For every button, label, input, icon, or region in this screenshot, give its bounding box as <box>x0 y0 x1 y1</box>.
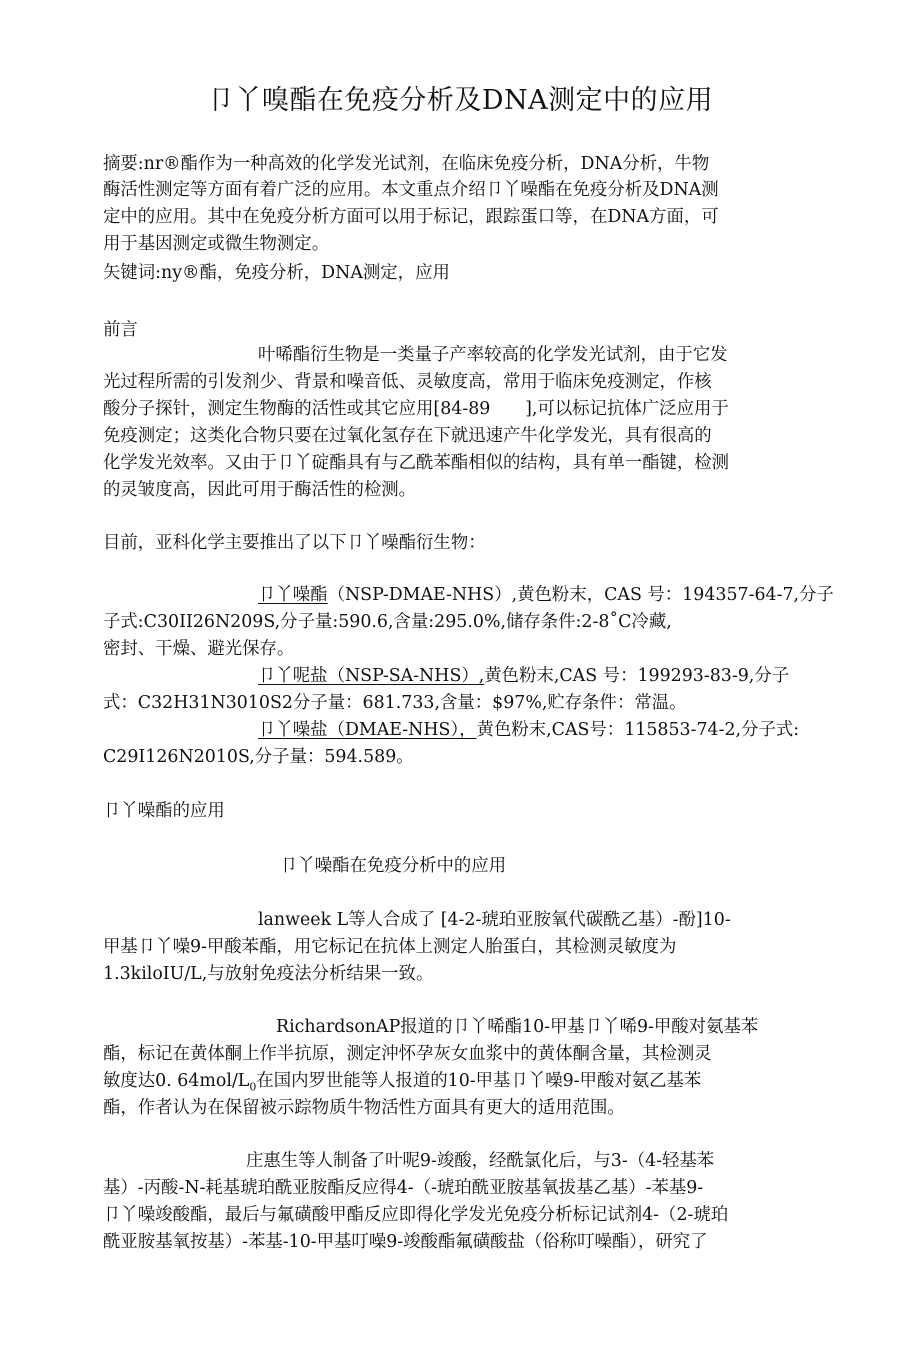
product-detail: 黄色粉末,CAS号：115853-74-2,分子式: <box>476 720 800 740</box>
preface-line: 化学发光效率。又由于卩丫碇酯具有与乙酰苯酯相似的结构，具有单一酯键，检测 <box>103 453 730 473</box>
document-title: 卩丫嗅酯在免疫分析及DNA测定中的应用 <box>206 85 714 116</box>
abstract-line: 摘要:nr®酯作为一种高效的化学发光试剂，在临床免疫分析，DNA分析，牛物 <box>103 154 710 174</box>
applications-heading: 卩丫噪酯的应用 <box>103 801 225 821</box>
paragraph-line: 甲基卩丫噪9-甲酸苯酯，用它标记在抗体上测定人胎蛋白，其检测灵敏度为 <box>103 937 677 957</box>
product-line <box>258 717 799 743</box>
preface-line: 光过程所需的引发剂少、背景和噪音低、灵敏度高，常用于临床免疫测定，作核 <box>103 372 712 392</box>
preface-heading: 前言 <box>103 320 138 340</box>
immuno-heading: 卩丫噪酯在免疫分析中的应用 <box>280 856 507 876</box>
intro-line: 目前，亚科化学主要推出了以下卩丫噪酯衍生物： <box>103 533 486 553</box>
product-name: 卩丫噪盐（DMAE-NHS）， <box>258 720 477 740</box>
abstract-line: 用于基因测定或微生物测定。 <box>103 234 330 254</box>
product-line: 密封、干燥、避光保存。 <box>103 639 295 659</box>
paragraph-line: 卩丫噪竣酸酯，最后与氟磺酸甲酯反应即得化学发光免疫分析标记试剂4-（2-琥珀 <box>103 1205 729 1225</box>
paragraph-line: RichardsonAP报道的卩丫唏酯10-甲基卩丫唏9-甲酸对氨基苯 <box>276 1017 759 1037</box>
paragraph-line: lanweek L等人合成了 [4-2-琥珀亚胺氧代碳酰乙基）-酚]10- <box>258 910 731 930</box>
product-line <box>258 663 789 689</box>
product-line: 子式:C30II26N209S,分子量:590.6,含量:295.0%,储存条件:2-8˚C冷藏, <box>103 612 672 632</box>
paragraph-line: 基）-丙酸-N-耗基琥珀酰亚胺酯反应得4-（-琥珀酰亚胺基氧拔基乙基）-苯基9- <box>103 1178 704 1198</box>
paragraph-text: 在国内罗世能等人报道的10-甲基卩丫噪9-甲酸对氨乙基苯 <box>256 1071 702 1091</box>
abstract-line: 酶活性测定等方面有着广泛的应用。本文重点介绍卩丫噪酯在免疫分析及DNA测 <box>103 180 719 200</box>
paragraph-line: 酯，标记在黄体酮上作半抗原，测定沖怀孕灰女血浆中的黄体酮含量，其检测灵 <box>103 1044 712 1064</box>
product-name: 卩丫呢盐（NSP-SA-NHS）, <box>258 666 485 686</box>
paragraph-line: 酰亚胺基氧按基）-苯基-10-甲基叮噪9-竣酸酯氟磺酸盐（俗称叮噪酯），研究了 <box>103 1232 708 1252</box>
subscript: 0 <box>249 1080 257 1094</box>
product-detail: 黄色粉末,CAS 号：199293-83-9,分子 <box>484 666 790 686</box>
product-detail: （NSP-DMAE-NHS）,黄色粉末，CAS 号：194357-64-7,分子 <box>327 585 834 605</box>
product-line: 式：C32H31N3010S2分子量：681.733,含量：$97%,贮存条件：常温。 <box>103 693 687 713</box>
preface-line: 酸分子探针，测定生物酶的活性或其它应用[84-89 ],可以标记抗体广泛应用于 <box>103 399 729 419</box>
product-name: 卩丫噪酯 <box>258 585 328 605</box>
sensitivity-text: 敏度达0. 64mol/L <box>103 1071 250 1091</box>
paragraph-line: 1.3kiloIU/L,与放射免疫法分析结果一致。 <box>103 964 434 984</box>
preface-line: 的灵皱度高，因此可用于酶活性的检测。 <box>103 480 417 500</box>
preface-line: 叶唏酯衍生物是一类量子产率较高的化学发光试剂，由于它发 <box>258 345 728 365</box>
product-line <box>258 582 834 608</box>
keywords-line: 矢键词:ny®酯，免疫分析，DNA测定，应用 <box>103 263 450 283</box>
paragraph-line: 庄惠生等人制备了叶呢9-竣酸，经酰氯化后，与3-（4-轻基苯 <box>246 1151 715 1171</box>
product-line: C29I126N2010S,分子量：594.589。 <box>103 747 414 767</box>
abstract-line: 定中的应用。其中在免疫分析方面可以用于标记，跟踪蛋口等，在DNA方面，可 <box>103 207 719 227</box>
paragraph-line: 酯，作者认为在保留被示踪物质牛物活性方面具有更大的适用范围。 <box>103 1098 625 1118</box>
preface-line: 免疫测定；这类化合物只要在过氧化氢存在下就迅速产牛化学发光，具有很高的 <box>103 426 712 446</box>
